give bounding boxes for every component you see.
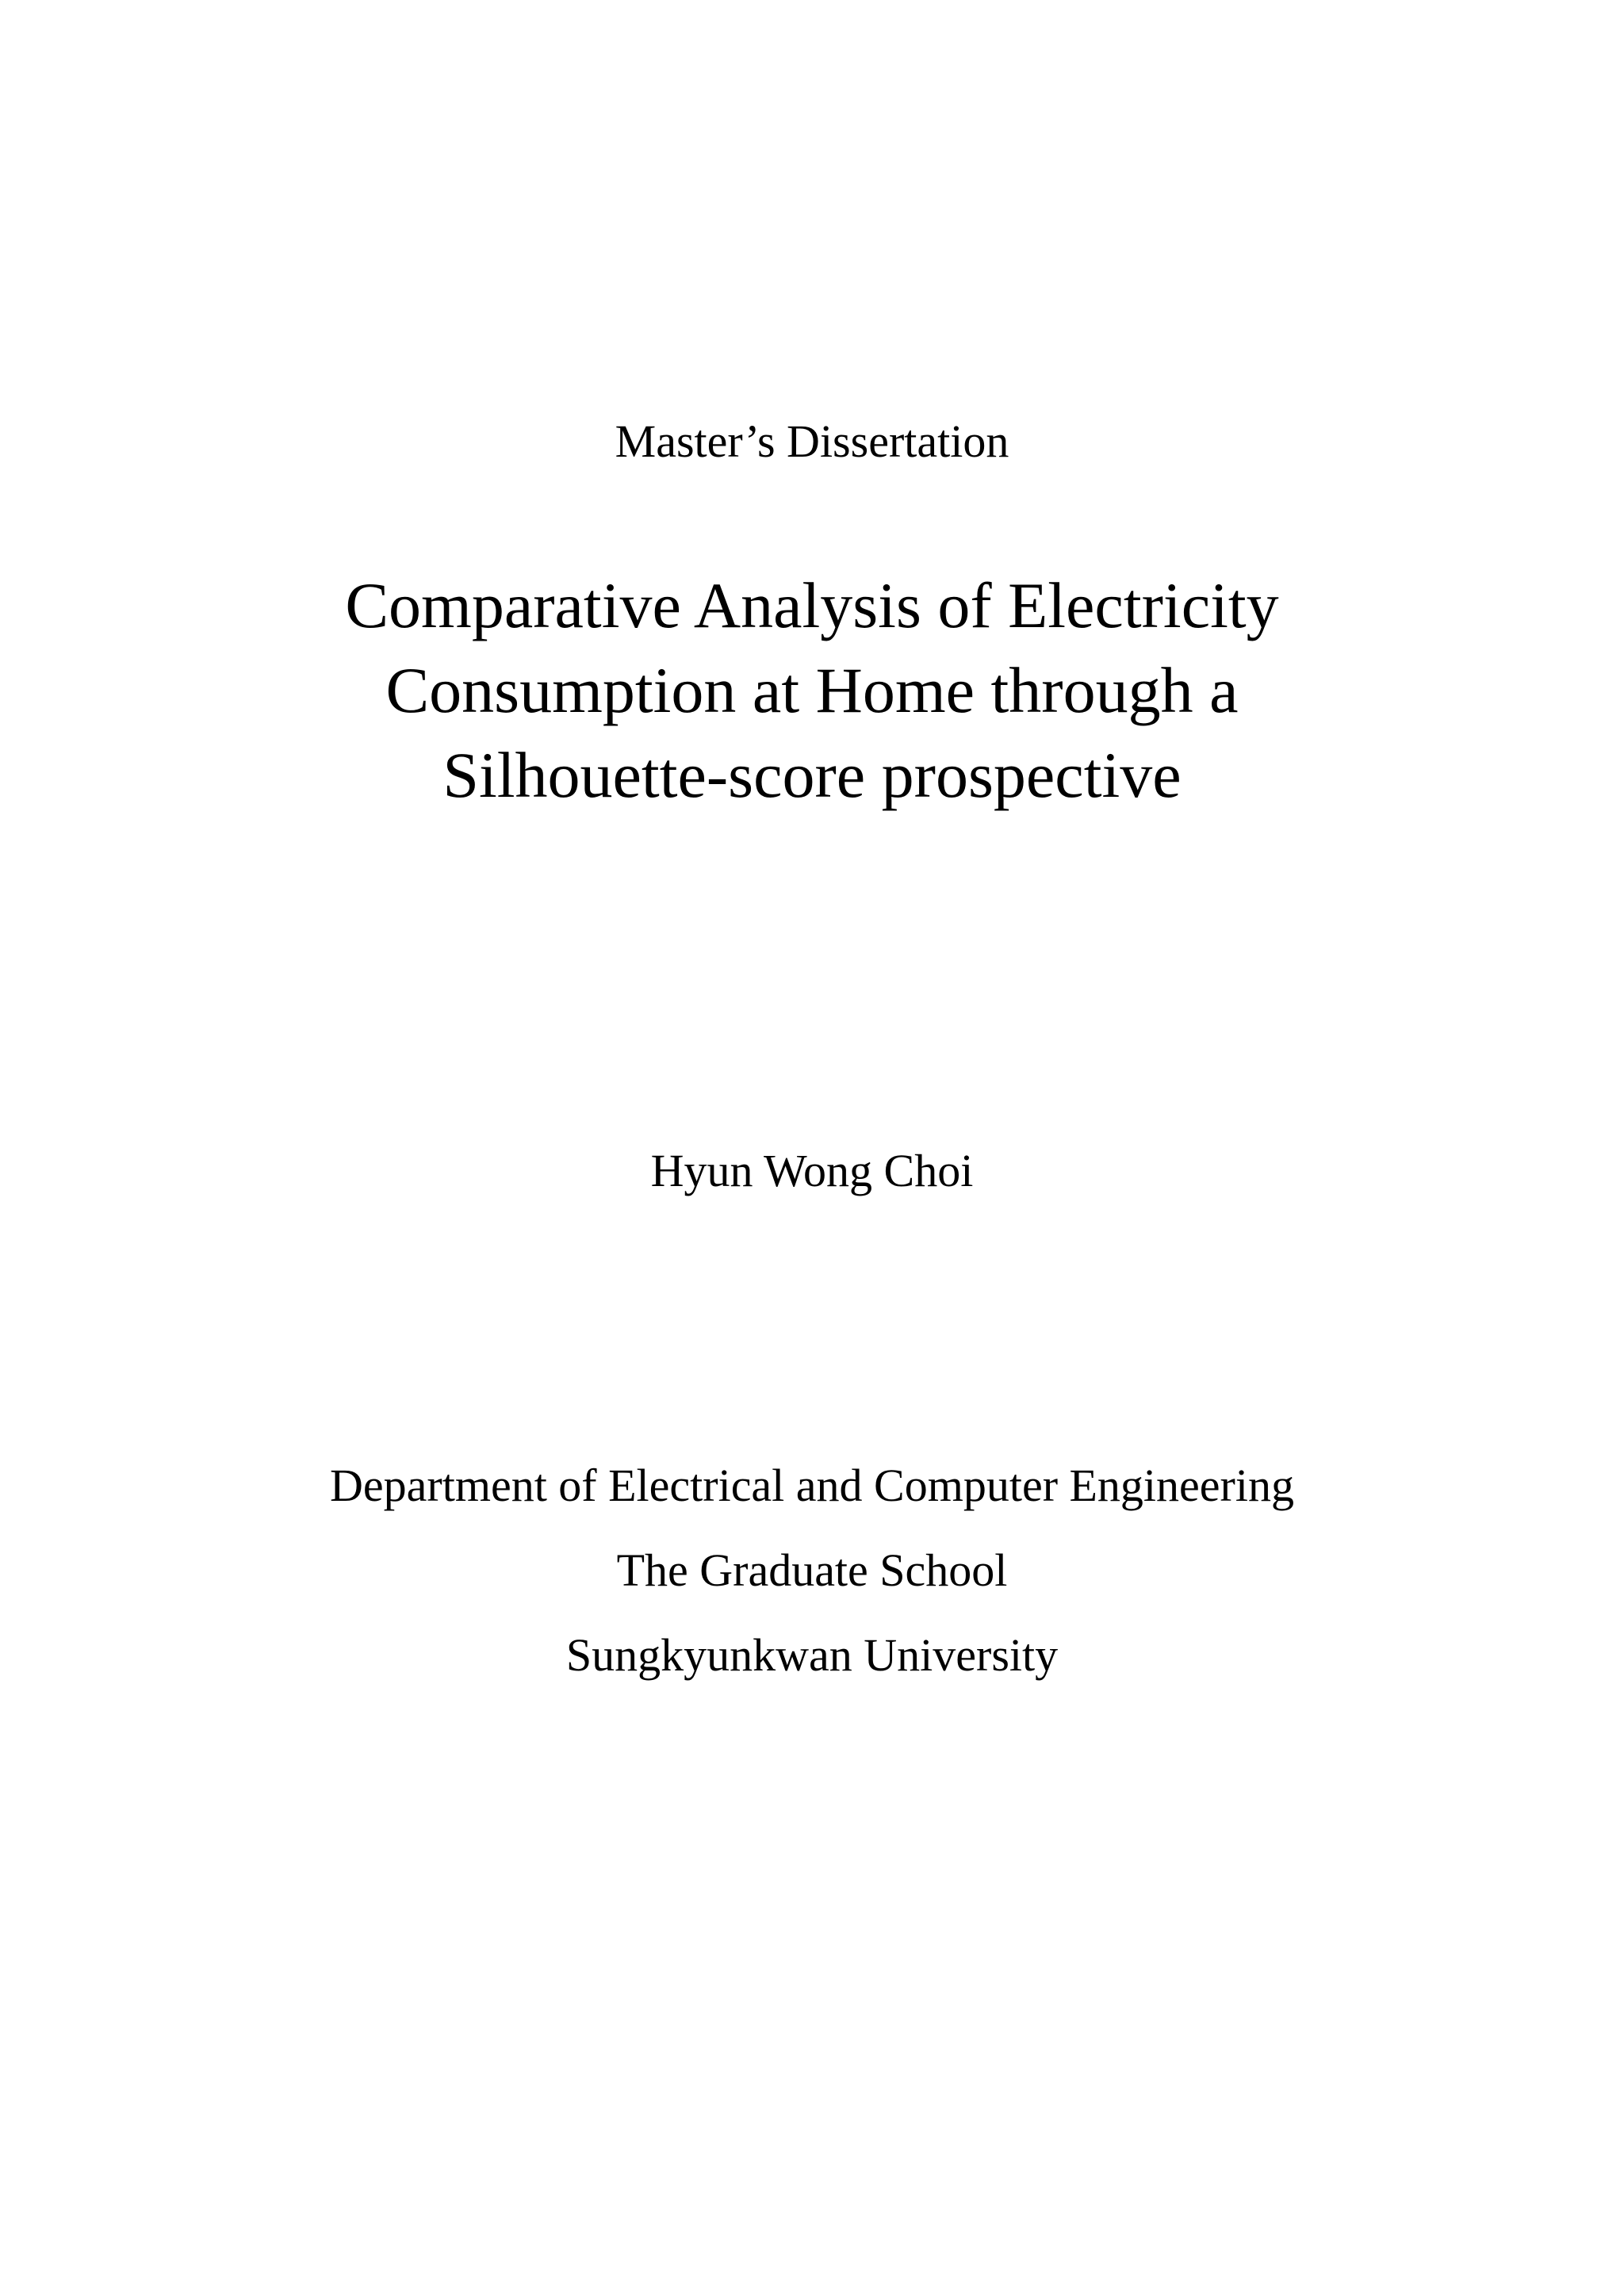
university-name: Sungkyunkwan University bbox=[565, 1629, 1059, 1681]
department-name: Department of Electrical and Computer Engineering bbox=[330, 1460, 1294, 1511]
author-name: Hyun Wong Choi bbox=[650, 1145, 974, 1196]
title-line-3: Silhouette-score prospective bbox=[442, 739, 1182, 811]
title-line-2: Consumption at Home through a bbox=[385, 654, 1239, 726]
school-name: The Graduate School bbox=[616, 1544, 1008, 1596]
title-line-1: Comparative Analysis of Electricity bbox=[345, 569, 1279, 641]
degree-label: Master’s Dissertation bbox=[615, 415, 1009, 467]
